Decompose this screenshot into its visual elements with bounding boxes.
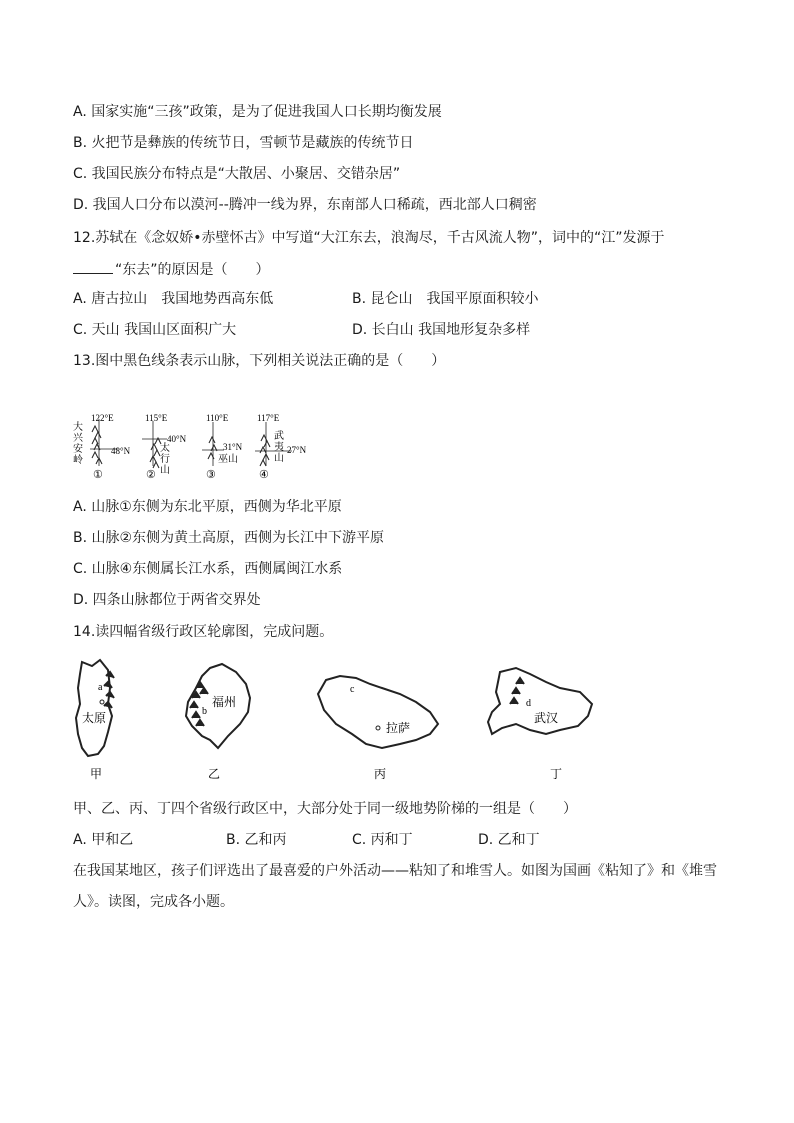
map-caption-jia: 甲	[90, 767, 103, 781]
passage-line2: 人》。读图，完成各小题。	[73, 894, 234, 910]
range-number-1: ①	[93, 469, 103, 481]
lon-label-1: 122°E	[91, 413, 114, 423]
q14-stem: 14.读四幅省级行政区轮廓图，完成问题。	[73, 624, 334, 640]
map-mark-b: b	[202, 706, 207, 717]
q12-option-d: D. 长白山 我国地形复杂多样	[352, 322, 531, 338]
q11-option-a: A. 国家实施“三孩”政策，是为了促进我国人口长期均衡发展	[73, 104, 442, 120]
q13-option-b: B. 山脉②东侧为黄土高原，西侧为长江中下游平原	[73, 530, 385, 546]
answer-blank	[73, 259, 113, 274]
lat-label-2: 40°N	[167, 434, 187, 444]
range-name-1-char3: 安	[73, 444, 83, 455]
city-label-fuzhou: 福州	[212, 695, 237, 709]
range-number-4: ④	[259, 469, 269, 481]
map-mark-c: c	[350, 684, 355, 695]
q13-option-d: D. 四条山脉都位于两省交界处	[73, 592, 261, 608]
q14-option-d: D. 乙和丁	[478, 832, 540, 848]
range-name-4-char2: 夷	[274, 442, 284, 453]
map-mark-d: d	[526, 698, 531, 709]
map-caption-yi: 乙	[208, 767, 221, 781]
lat-label-1: 48°N	[111, 446, 131, 456]
range-name-4-char1: 武	[274, 431, 284, 442]
city-label-wuhan: 武汉	[534, 711, 559, 725]
range-name-2-char3: 山	[160, 465, 170, 476]
province-map-yi	[186, 664, 250, 781]
province-map-ding	[488, 668, 592, 781]
range-number-2: ②	[146, 469, 156, 481]
q14-option-b: B. 乙和丙	[226, 832, 287, 848]
range-name-2-char2: 行	[160, 454, 170, 465]
mountain-ranges-figure	[70, 412, 320, 484]
lon-label-3: 110°E	[206, 413, 229, 423]
map-caption-bing: 丙	[374, 767, 387, 781]
city-label-lhasa: 拉萨	[386, 721, 411, 735]
q13-stem: 13.图中黑色线条表示山脉，下列相关说法正确的是（ ）	[73, 353, 446, 369]
q14-option-c: C. 丙和丁	[352, 832, 413, 848]
province-outlines-figure	[60, 654, 620, 784]
q11-option-d: D. 我国人口分布以漠河--腾冲一线为界，东南部人口稀疏，西北部人口稠密	[73, 197, 537, 213]
q11-option-c: C. 我国民族分布特点是“大散居、小聚居、交错杂居”	[73, 166, 401, 182]
q12-option-a: A. 唐古拉山 我国地势西高东低	[73, 291, 274, 307]
map-caption-ding: 丁	[550, 767, 563, 781]
q12-stem-line2	[73, 259, 270, 280]
q14-option-a: A. 甲和乙	[73, 832, 134, 848]
map-mark-a: a	[98, 682, 103, 693]
mountain-range-4	[255, 413, 307, 481]
q12-option-b: B. 昆仑山 我国平原面积较小	[352, 291, 539, 307]
q12-stem-line1: 12.苏轼在《念奴娇•赤壁怀古》中写道“大江东去，浪淘尽，千古风流人物”，词中的“江”发源于	[73, 230, 665, 246]
lon-label-2: 115°E	[145, 413, 168, 423]
q12-stem-line2-text: “东去”的原因是（ ）	[115, 262, 270, 278]
mountain-range-3	[202, 413, 243, 481]
lat-label-3: 31°N	[223, 442, 243, 452]
q12-option-c: C. 天山 我国山区面积广大	[73, 322, 237, 338]
lon-label-4: 117°E	[257, 413, 280, 423]
range-number-3: ③	[206, 469, 216, 481]
city-label-taiyuan: 太原	[82, 711, 107, 725]
range-name-1-char4: 岭	[73, 455, 83, 466]
province-map-jia	[76, 660, 114, 781]
q13-option-c: C. 山脉④东侧属长江水系，西侧属闽江水系	[73, 561, 343, 577]
q14-question: 甲、乙、丙、丁四个省级行政区中，大部分处于同一级地势阶梯的一组是（ ）	[73, 801, 577, 817]
range-name-1-char1: 大	[73, 422, 83, 433]
city-dot-lhasa	[376, 726, 380, 730]
lat-label-4: 27°N	[287, 445, 307, 455]
mountain-range-1	[73, 413, 131, 481]
q13-option-a: A. 山脉①东侧为东北平原，西侧为华北平原	[73, 499, 342, 515]
range-name-1-char2: 兴	[73, 433, 83, 444]
range-name-4-char3: 山	[274, 453, 284, 464]
passage-line1: 在我国某地区，孩子们评选出了最喜爱的户外活动——粘知了和堆雪人。如图为国画《粘知了》和《堆雪	[73, 863, 717, 879]
q11-option-b: B. 火把节是彝族的传统节日，雪顿节是藏族的传统节日	[73, 135, 414, 151]
city-dot-taiyuan	[100, 700, 104, 704]
province-map-bing	[318, 676, 438, 781]
mountain-range-2	[142, 413, 187, 481]
range-name-2-char1: 太	[160, 443, 170, 454]
range-name-3: 巫山	[218, 454, 238, 465]
